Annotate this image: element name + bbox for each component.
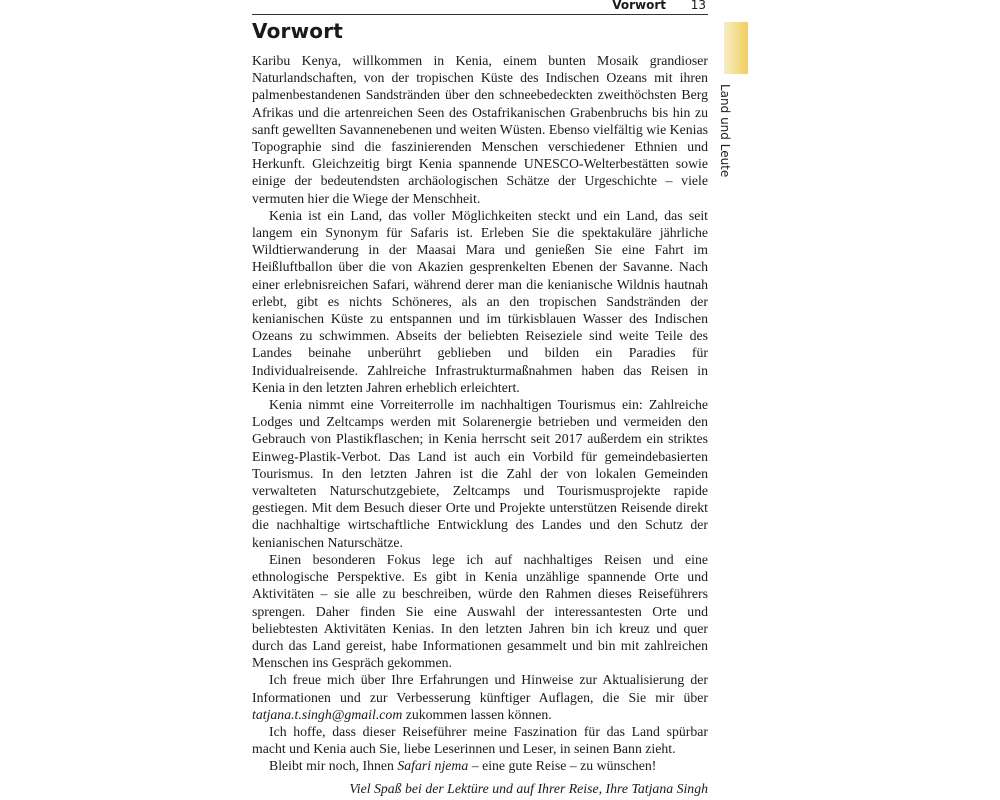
page-number: 13 [690, 0, 706, 12]
chapter-title: Vorwort [252, 19, 344, 43]
running-head-section: Vorwort [612, 0, 666, 12]
paragraph [252, 207, 708, 396]
text-run: – eine gute Reise – zu wünschen! [468, 758, 657, 774]
text-run: Kenia nimmt eine Vorreiterrolle im nachhaltigen Tourismus ein: Zahlreiche Lodges und Zeltcamps werden mit Solarenergie betrieben und vermeiden den Gebrauch von Plastikflaschen; in Kenia herrscht seit 2017 außerdem ein striktes Einweg-Plastik-Verbot. Das Land ist auch ein Vorbild für gemeindebasierten Tourismus. In den letzten Jahren ist die Zahl der von lokalen Gemeinden verwalteten Naturschutzgebiete, Zeltcamps und Tourismusprojekte rapide gestiegen. Mit dem Besuch dieser Orte und Projekte unterstützen Reisende direkt die nachhaltige wirtschaftliche Entwicklung des Landes und den Schutz der kenianischen Naturschätze. [252, 397, 708, 550]
paragraph [252, 757, 708, 774]
paragraph [252, 723, 708, 757]
text-run: Karibu Kenya, willkommen in Kenia, einem bunten Mosaik grandioser Naturlandschaften, von der tropischen Küste des Indischen Ozeans mit ihren palmenbestandenen Sandstränden über den schneebedeckten zweithöchsten Berg Afrikas und die artenreichen Seen des Ostafrikanischen Grabenbruchs bis hin zu sanft gewellten Savannenebenen und weiten Wüsten. Ebenso vielfältig wie Kenias Topographie sind die faszinierenden Menschen verschiedener Ethnien und Herkunft. Gleichzeitig birgt Kenia spannende UNESCO-Welterbestätten sowie einige der bedeutendsten archäologischen Schätze der Urgeschichte – viele vermuten hier die Wiege der Menschheit. [252, 53, 708, 206]
paragraph [252, 52, 708, 207]
side-tab-label: Land und Leute [718, 84, 732, 178]
text-run: Bleibt mir noch, Ihnen [269, 758, 398, 774]
signature: Viel Spaß bei der Lektüre und auf Ihrer Reise, Ihre Tatjana Singh [349, 781, 708, 796]
text-run: Einen besonderen Fokus lege ich auf nachhaltiges Reisen und eine ethnologische Perspektive. Es gibt in Kenia unzählige spannende Orte und Aktivitäten – sie alle zu beschreiben, würde den Rahmen dieses Reiseführers sprengen. Daher finden Sie eine Auswahl der interessantesten Orte und beliebtesten Aktivitäten Kenias. In den letzten Jahren bin ich kreuz und quer durch das Land gereist, habe Informationen gesammelt und bin mit zahlreichen Menschen ins Gespräch gekommen. [252, 551, 708, 671]
paragraph [252, 671, 708, 723]
text-run: Ich hoffe, dass dieser Reiseführer meine Faszination für das Land spürbar macht und Kenia auch Sie, liebe Leserinnen und Leser, in seinen Bann zieht. [252, 723, 708, 757]
paragraph [252, 396, 708, 551]
paragraph [252, 551, 708, 671]
body-text [252, 52, 708, 775]
running-head [252, 0, 708, 15]
thumb-tab [724, 22, 748, 74]
emphasis-text: tatjana.t.singh@gmail.com [252, 706, 403, 722]
text-run: Ich freue mich über Ihre Erfahrungen und Hinweise zur Aktualisierung der Informationen und zur Verbesserung künftiger Auflagen, die Sie mir über [252, 672, 708, 705]
emphasis-text: Safari njema [397, 758, 469, 774]
text-run: Kenia ist ein Land, das voller Möglichkeiten steckt und ein Land, das seit langem ein Synonym für Safaris ist. Erleben Sie die spektakuläre jährliche Wildtierwanderung in der Maasai Mara und genießen Sie eine Fahrt im Heißluftballon über die von Akazien gesprenkelten Ebenen der Savanne. Nach einer erlebnisreichen Safari, während derer man die kenianische Wildnis hautnah erlebt, gibt es nichts Schöneres, als an den tropischen Sandstränden der kenianischen Küste zu entspannen und im türkisblauen Wasser des Indischen Ozeans zu schwimmen. Abseits der beliebten Reiseziele sind weite Teile des Landes beinahe unberührt geblieben und bilden ein Paradies für Individualreisende. Zahlreiche Infrastrukturmaßnahmen haben das Reisen in Kenia in den letzten Jahren erheblich erleichtert. [252, 207, 708, 395]
text-run: zukommen lassen können. [402, 706, 552, 722]
